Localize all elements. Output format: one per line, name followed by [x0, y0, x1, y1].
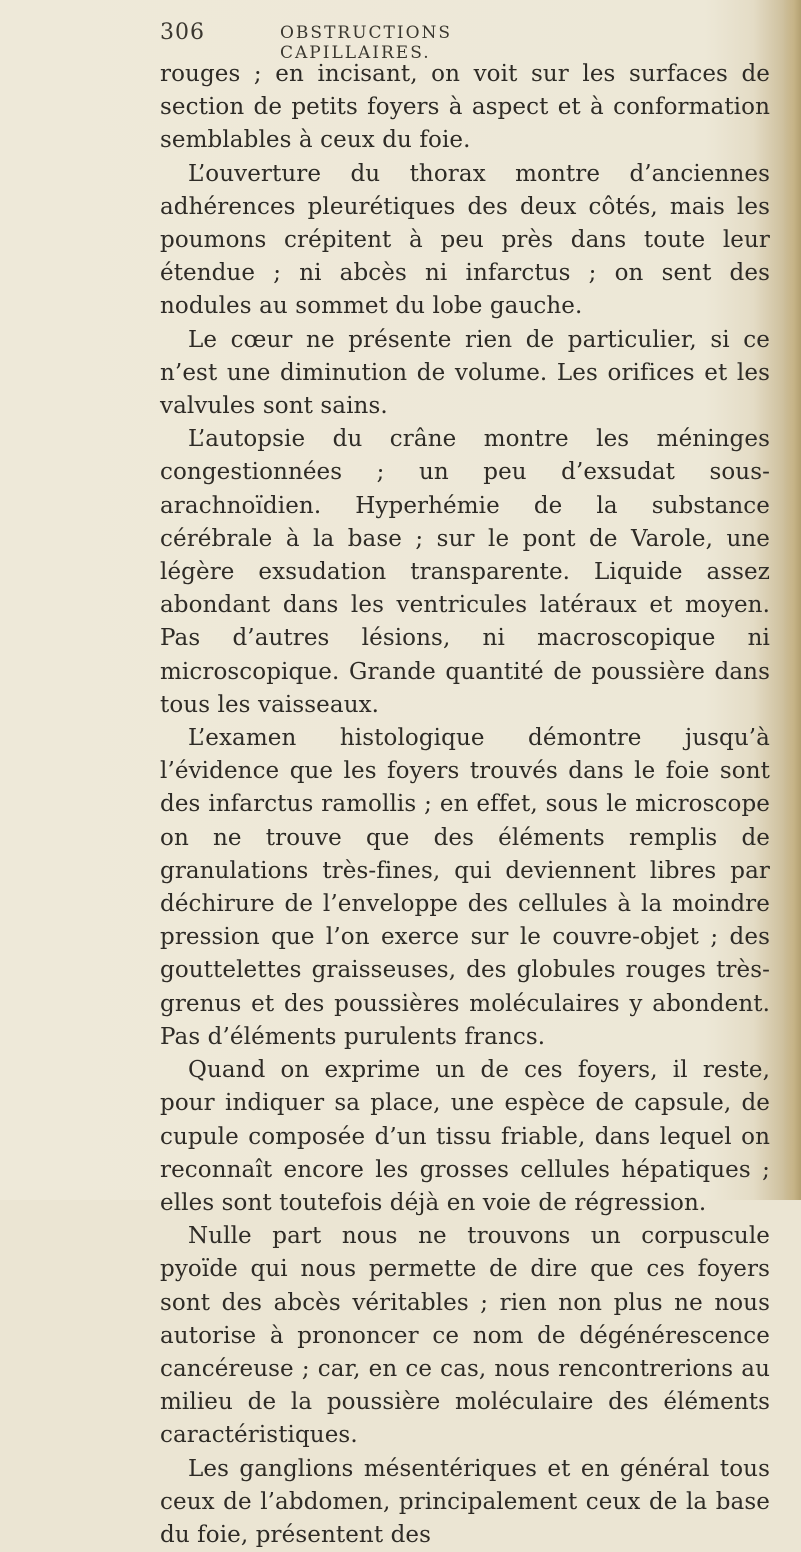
paragraph: Le cœur ne présente rien de particulier, si ce n’est une diminution de volume. Les orifices et les valvules sont sains. — [160, 326, 770, 420]
paragraph: L’autopsie du crâne montre les méninges congestionnées ; un peu d’exsudat sous-arachnoïdien. Hyperhémie de la substance cérébrale à la base ; sur le pont de Varole, une légère exsudation transparente. Liquide assez abondant dans les ventricules latéraux et moyen. Pas d’autres lésions, ni macroscopique ni microscopique. Grande quantité de poussière dans tous les vaisseaux. — [160, 426, 770, 718]
running-head — [160, 20, 600, 63]
running-title: OBSTRUCTIONS CAPILLAIRES. — [280, 23, 453, 63]
page-number: 306 — [160, 20, 205, 45]
paragraph: Nulle part nous ne trouvons un corpuscule pyoïde qui nous permette de dire que ces foyers sont des abcès véritables ; rien non plus ne nous autorise à prononcer ce nom de dégénérescence cancéreuse ; car, en ce cas, nous rencontrerions au milieu de la poussière moléculaire des éléments caractéristiques. — [160, 1223, 770, 1449]
paragraph: L’examen histologique démontre jusqu’à l’évidence que les foyers trouvés dans le foie sont des infarctus ramollis ; en effet, sous le microscope on ne trouve que des éléments remplis de granulations très-fines, qui deviennent libres par déchirure de l’enveloppe des cellules à la moindre pression que l’on exerce sur le couvre-objet ; des gouttelettes graisseuses, des globules rouges très-grenus et des poussières moléculaires y abondent. Pas d’éléments purulents francs. — [160, 725, 770, 1050]
paragraph: L’ouverture du thorax montre d’anciennes adhérences pleurétiques des deux côtés, mais les poumons crépitent à peu près dans toute leur étendue ; ni abcès ni infarctus ; on sent des nodules au sommet du lobe gauche. — [160, 160, 770, 320]
paragraph: rouges ; en incisant, on voit sur les surfaces de section de petits foyers à aspect et à conformation semblables à ceux du foie. — [160, 61, 770, 154]
page-edge — [783, 0, 801, 1200]
body-text — [160, 58, 770, 1552]
paragraph: Les ganglions mésentériques et en général tous ceux de l’abdomen, principalement ceux de la base du foie, présentent des — [160, 1455, 770, 1548]
paragraph: Quand on exprime un de ces foyers, il reste, pour indiquer sa place, une espèce de capsule, de cupule composée d’un tissu friable, dans lequel on reconnaît encore les grosses cellules hépatiques ; elles sont toutefois déjà en voie de régression. — [160, 1057, 770, 1216]
